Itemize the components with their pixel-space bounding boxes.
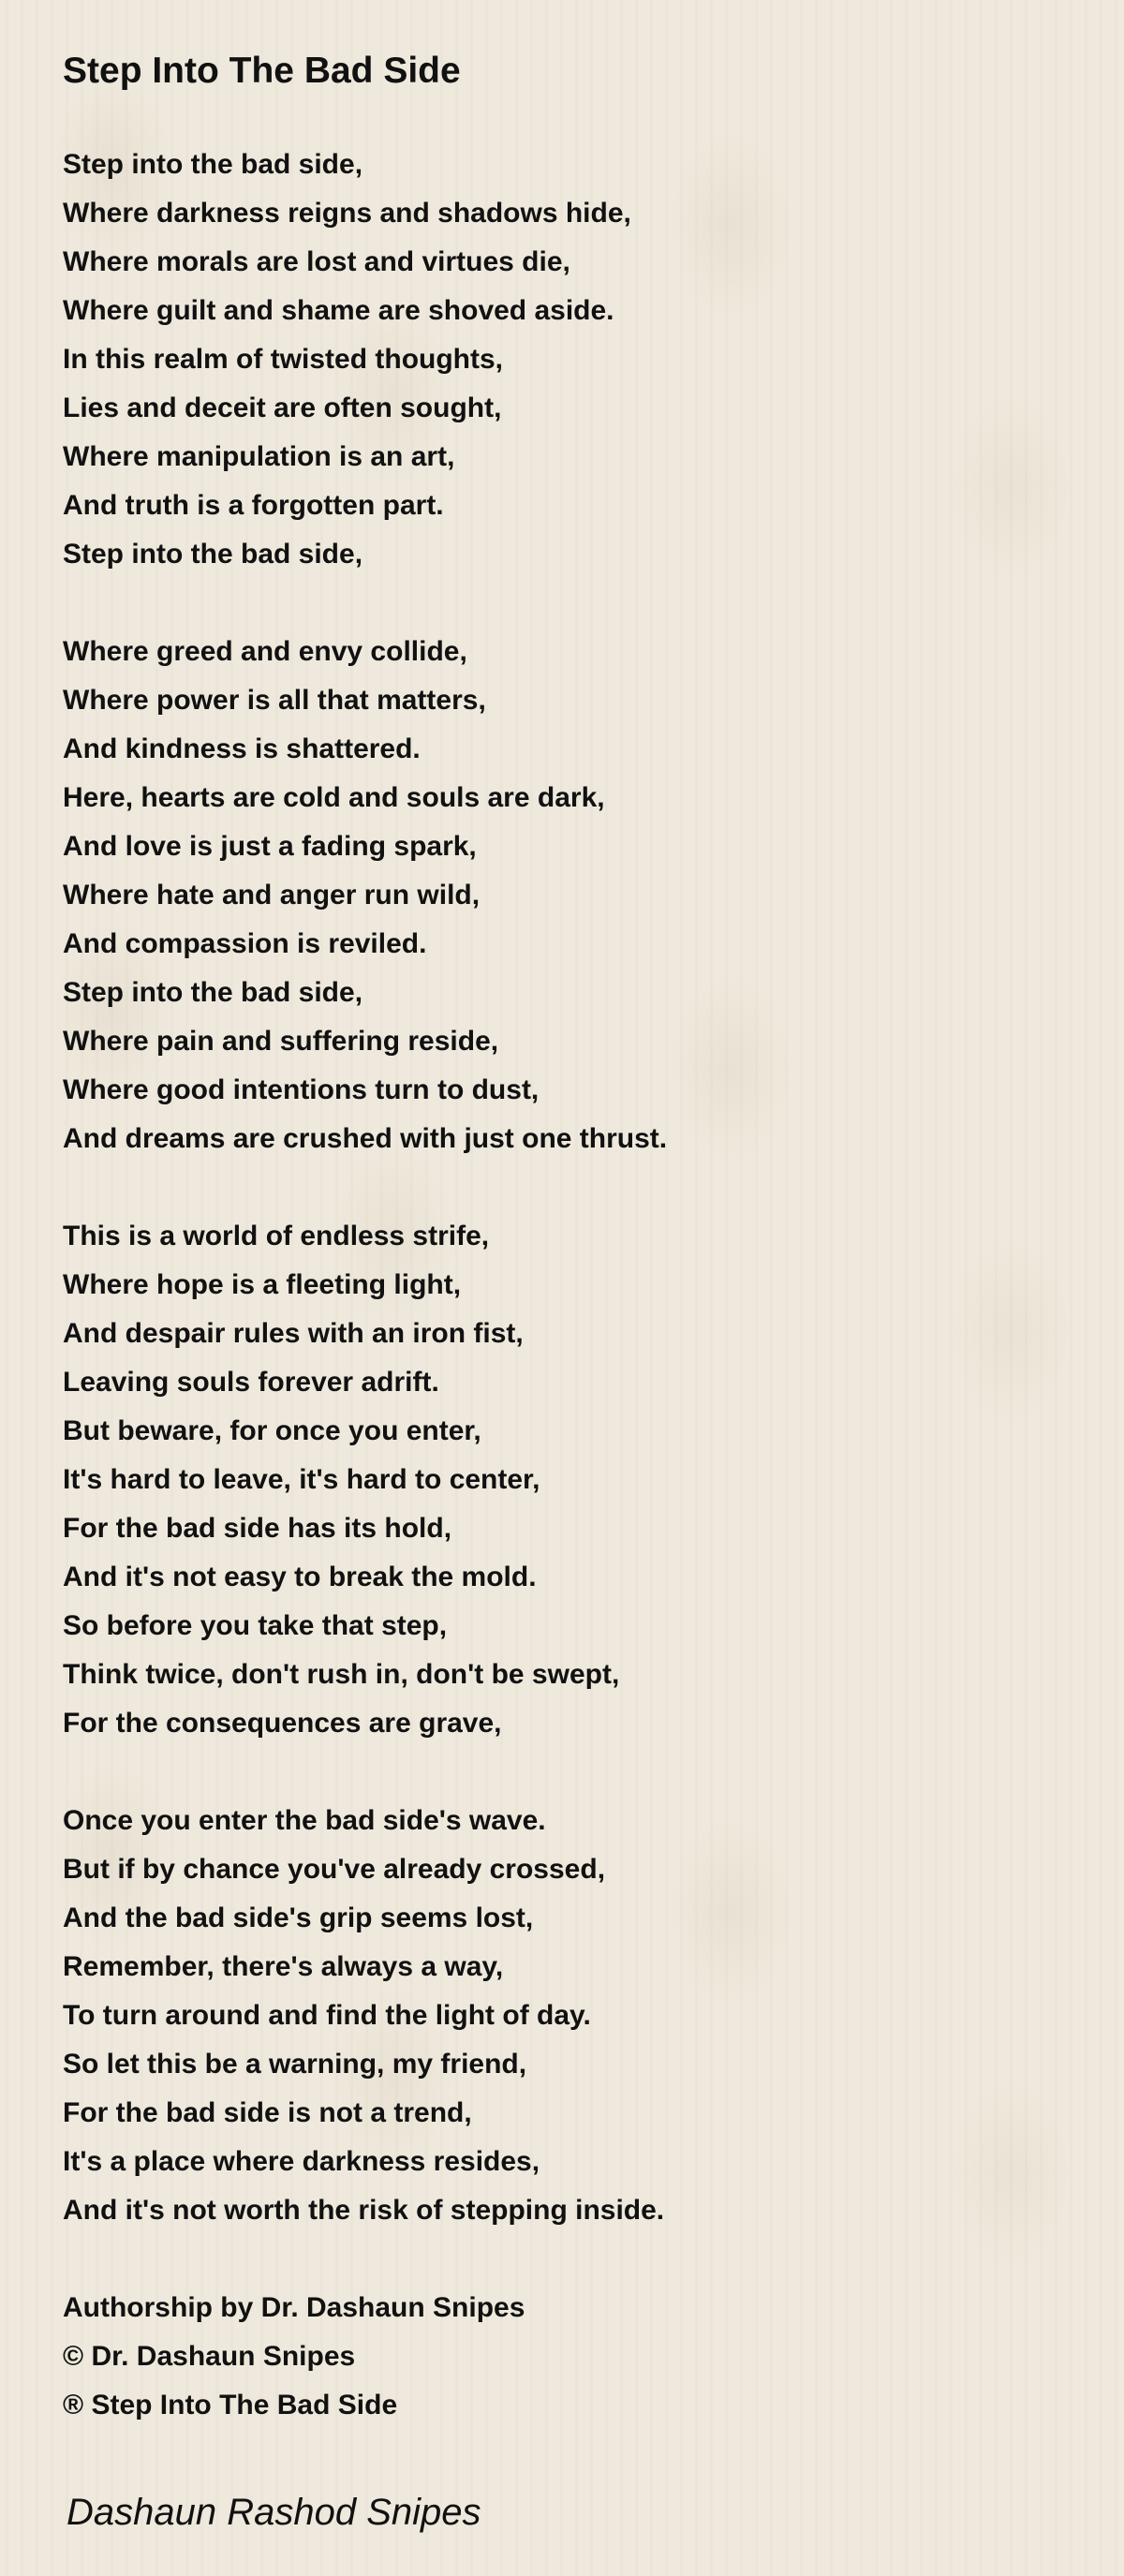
poem-line: Where hate and anger run wild,	[63, 880, 481, 910]
stanza-2	[63, 628, 1074, 1163]
poem-line: And truth is a forgotten part.	[63, 490, 444, 521]
poem-line: Step into the bad side,	[63, 539, 363, 570]
poem-line: To turn around and find the light of day.	[63, 2000, 591, 2031]
poem-line: And it's not worth the risk of stepping inside.	[63, 2195, 665, 2226]
poem-body	[63, 141, 1074, 2537]
poem-line: And kindness is shattered.	[63, 733, 421, 764]
poem-line: This is a world of endless strife,	[63, 1221, 490, 1251]
poem-line: Where greed and envy collide,	[63, 636, 467, 667]
poem-line: Step into the bad side,	[63, 149, 363, 180]
poem-line: Where pain and suffering reside,	[63, 1026, 499, 1057]
poem-line: And love is just a fading spark,	[63, 831, 477, 862]
poem-line: But if by chance you've already crossed,	[63, 1854, 606, 1885]
poem-line: Where darkness reigns and shadows hide,	[63, 198, 631, 229]
poem-line: And the bad side's grip seems lost,	[63, 1902, 534, 1933]
stanza-3	[63, 1212, 1074, 1748]
stanza-1	[63, 141, 1074, 579]
poem-line: It's hard to leave, it's hard to center,	[63, 1464, 540, 1495]
poem-line: And compassion is reviled.	[63, 928, 427, 959]
stanza-4	[63, 1797, 1074, 2235]
poem-line: Where guilt and shame are shoved aside.	[63, 295, 614, 326]
poem-line: Here, hearts are cold and souls are dark,	[63, 782, 605, 813]
poem-line: Lies and deceit are often sought,	[63, 392, 502, 423]
poem-page	[63, 49, 1074, 2537]
poem-line: It's a place where darkness resides,	[63, 2146, 540, 2177]
poem-line: And dreams are crushed with just one thrust.	[63, 1123, 668, 1154]
poem-line: Leaving souls forever adrift.	[63, 1367, 439, 1398]
poem-line: Where morals are lost and virtues die,	[63, 246, 570, 277]
poem-line: So let this be a warning, my friend,	[63, 2049, 527, 2080]
poem-line: So before you take that step,	[63, 1610, 448, 1641]
authorship-line: Authorship by Dr. Dashaun Snipes	[63, 2292, 525, 2323]
author-signature: Dashaun Rashod Snipes	[67, 2492, 481, 2533]
poem-line: Step into the bad side,	[63, 977, 363, 1008]
credits-block	[63, 2284, 1074, 2430]
poem-line: Where good intentions turn to dust,	[63, 1074, 540, 1105]
trademark-line: ® Step Into The Bad Side	[63, 2390, 398, 2421]
poem-line: And it's not easy to break the mold.	[63, 1562, 537, 1592]
poem-line: Remember, there's always a way,	[63, 1951, 504, 1982]
poem-line: For the bad side is not a trend,	[63, 2097, 472, 2128]
poem-line: For the consequences are grave,	[63, 1708, 502, 1739]
poem-line: Where manipulation is an art,	[63, 441, 455, 472]
poem-line: But beware, for once you enter,	[63, 1415, 481, 1446]
poem-line: Where hope is a fleeting light,	[63, 1269, 462, 1300]
poem-line: And despair rules with an iron fist,	[63, 1318, 524, 1349]
copyright-line: © Dr. Dashaun Snipes	[63, 2341, 356, 2372]
poem-line: For the bad side has its hold,	[63, 1513, 452, 1544]
poem-line: Think twice, don't rush in, don't be swept,	[63, 1659, 620, 1690]
poem-line: In this realm of twisted thoughts,	[63, 344, 504, 375]
poem-line: Where power is all that matters,	[63, 685, 486, 716]
poem-line: Once you enter the bad side's wave.	[63, 1805, 546, 1836]
poem-title: Step Into The Bad Side	[63, 51, 461, 91]
